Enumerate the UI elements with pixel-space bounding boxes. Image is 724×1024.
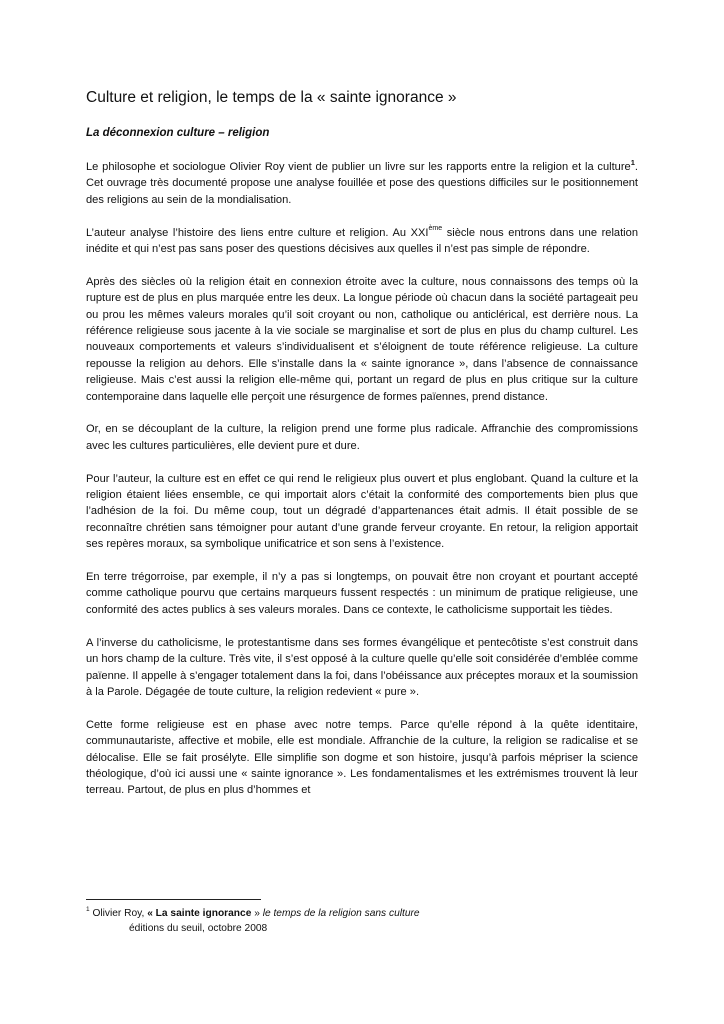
page-title: Culture et religion, le temps de la « sainte ignorance » [86, 89, 457, 106]
paragraph-1 [86, 159, 638, 208]
paragraph-2-text-b: siècle nous entrons dans une relation inédite et qui n’est pas sans poser des questions décisives aux quelles il n’est pas simple de répondre. [86, 226, 638, 256]
footnote-publisher: éditions du seuil, octobre 2008 [129, 923, 268, 934]
footnote-book-title: « La sainte ignorance [147, 908, 252, 919]
section-heading: La déconnexion culture – religion [86, 127, 270, 139]
footnote-number: 1 [86, 906, 90, 913]
paragraph-7: A l’inverse du catholicisme, le protestantisme dans ses formes évangélique et pentecôtiste s’est construit dans un hors champ de la culture. Très vite, il s’est opposé à la culture quelle qu’elle soit considérée d’emblée comme païenne. Il appelle à s’engager totalement dans la foi, dans l’obéissance aux préceptes moraux et la soumission à la Parole. Dégagée de toute culture, la religion redevient « pure ». [86, 636, 638, 698]
footnote-separator [86, 899, 261, 900]
footnote-reference: 1 [630, 158, 635, 167]
paragraph-2-text-a: L’auteur analyse l’histoire des liens entre culture et religion. Au XXI [86, 226, 429, 239]
footnote-book-subtitle: le temps de la religion sans culture [262, 908, 420, 919]
paragraph-1-text-b: . Cet ouvrage très documenté propose une analyse fouillée et pose des questions difficiles sur le positionnement des religions au sein de la mondialisation. [86, 161, 638, 206]
paragraph-8: Cette forme religieuse est en phase avec notre temps. Parce qu’elle répond à la quête identitaire, communautariste, affective et mobile, elle est mondiale. Affranchie de la culture, la religion se radicalise et se délocalise. Elle se fait prosélyte. Elle simplifie son dogme et son histoire, jusqu’à parfois mépriser la science théologique, d’où ici aussi une « sainte ignorance ». Les fondamentalismes et les extrémismes trouvent là leur terreau. Partout, de plus en plus d’hommes et [86, 718, 638, 797]
paragraph-2 [86, 225, 638, 258]
footnote-author: Olivier Roy, [89, 908, 148, 919]
footnote-line-1 [86, 906, 646, 921]
paragraph-1-text-a: Le philosophe et sociologue Olivier Roy vient de publier un livre sur les rapports entre la religion et la culture [86, 161, 631, 173]
paragraph-6: En terre trégorroise, par exemple, il n’y a pas si longtemps, on pouvait être non croyant et pourtant accepté comme catholique pourvu que certains marqueurs fussent respectés : un minimum de pratique religieuse, une conformité des actes publics à ses valeurs morales. Dans ce contexte, le catholicisme supportait les tièdes. [86, 571, 638, 616]
article-body [86, 159, 638, 799]
footnote-close-quote: » [251, 908, 263, 919]
paragraph-4: Or, en se découplant de la culture, la religion prend une forme plus radicale. Affranchie des compromissions avec les cultures particulières, elle devient pure et dure. [86, 423, 638, 452]
ordinal-superscript: ème [428, 224, 443, 232]
paragraph-5: Pour l’auteur, la culture est en effet ce qui rend le religieux plus ouvert et plus englobant. Quand la culture et la religion étaient liées ensemble, ce qui importait alors c’était la conformité des comportements bien plus que l’adhésion de la foi. Du même coup, tout un dégradé d’appartenances était admis. Il était possible de se reconnaître chrétien sans témoigner pour autant d’une grande ferveur croyante. En retour, la religion apportait ses repères moraux, sa symbolique unificatrice et son sens à l’existence. [86, 472, 638, 551]
paragraph-3: Après des siècles où la religion était en connexion étroite avec la culture, nous connaissons des temps où la rupture est de plus en plus marquée entre les deux. La longue période où chacun dans la société partageait peu ou prou les mêmes valeurs morales qu’il soit croyant ou non, catholique ou anticlérical, est derrière nous. La référence religieuse sous jacente à la vie sociale se marginalise et sort de plus en plus du champ culturel. Les nouveaux comportements et valeurs s’individualisent et s’éloignent de toute référence religieuse. La culture repousse la religion au dehors. Elle s’installe dans la « sainte ignorance », dans l’absence de connaissance religieuse. Mais c’est aussi la religion elle-même qui, portant un regard de plus en plus critique sur la culture contemporaine dans laquelle elle perçoit une résurgence de formes païennes, prend distance. [86, 275, 638, 403]
footnote [86, 906, 646, 936]
